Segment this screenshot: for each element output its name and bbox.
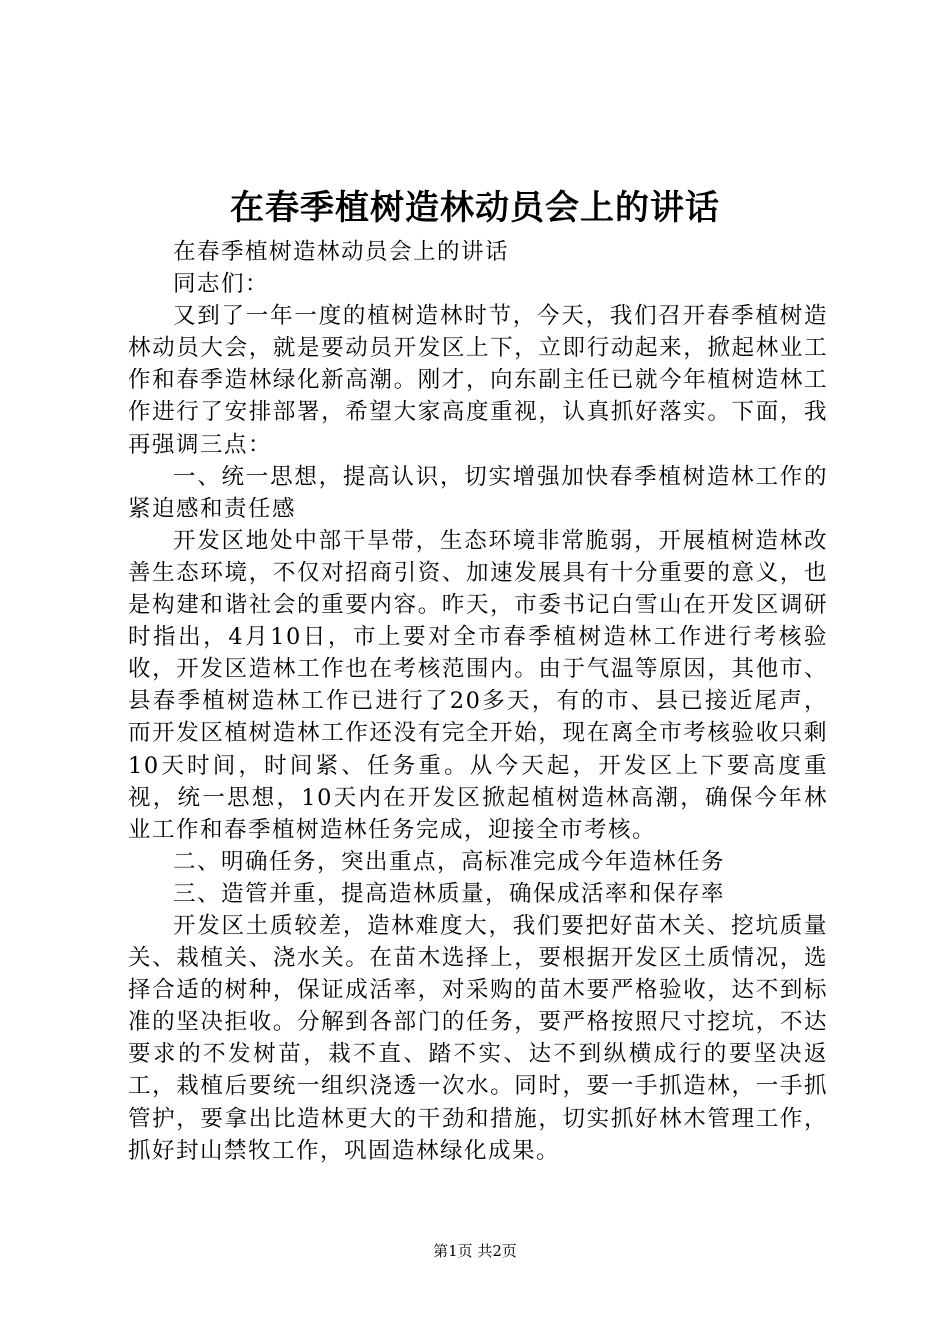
- salutation-paragraph: 同志们：: [173, 271, 270, 298]
- intro-paragraph: 又到了一年一度的植树造林时节，今天，我们召开春季植树造林动员大会，就是要动员开发区上下，立即行动起来，掀起林业工作和春季造林绿化新高潮。刚才，向东副主任已就今年植树造林工作进行了安排部署，希望大家高度重视，认真抓好落实。下面，我再强调三点：: [128, 303, 828, 458]
- section-3-paragraph: 开发区土质较差，造林难度大，我们要把好苗木关、挖坑质量关、栽植关、浇水关。在苗木选择上，要根据开发区土质情况，选择合适的树种，保证成活率，对采购的苗木要严格验收，达不到标准的坚决拒收。分解到各部门的任务，要严格按照尺寸挖坑，不达要求的不发树苗，栽不直、踏不实、达不到纵横成行的要坚决返工，栽植后要统一组织浇透一次水。同时，要一手抓造林，一手抓管护，要拿出比造林更大的干劲和措施，切实抓好林木管理工作，抓好封山禁牧工作，巩固造林绿化成果。: [128, 912, 828, 1164]
- section-1-paragraph: 开发区地处中部干旱带，生态环境非常脆弱，开展植树造林改善生态环境，不仅对招商引资、加速发展具有十分重要的意义，也是构建和谐社会的重要内容。昨天，市委书记白雪山在开发区调研时指出，4月10日，市上要对全市春季植树造林工作进行考核验收，开发区造林工作也在考核范围内。由于气温等原因，其他市、县春季植树造林工作已进行了20多天，有的市、县已接近尾声，而开发区植树造林工作还没有完全开始，现在离全市考核验收只剩10天时间，时间紧、任务重。从今天起，开发区上下要高度重视，统一思想，10天内在开发区掀起植树造林高潮，确保今年林业工作和春季植树造林任务完成，迎接全市考核。: [128, 527, 828, 843]
- section-heading-2: 二、明确任务，突出重点，高标准完成今年造林任务: [173, 848, 726, 875]
- document-title: 在春季植树造林动员会上的讲话: [230, 188, 720, 228]
- page-footer: 第1页 共2页: [433, 1242, 517, 1260]
- section-heading-3: 三、造管并重，提高造林质量，确保成活率和保存率: [173, 880, 726, 907]
- document-body: [128, 236, 828, 1167]
- subtitle-paragraph: 在春季植树造林动员会上的讲话: [173, 239, 510, 265]
- section-heading-1: 一、统一思想，提高认识，切实增强加快春季植树造林工作的紧迫感和责任感: [128, 463, 828, 522]
